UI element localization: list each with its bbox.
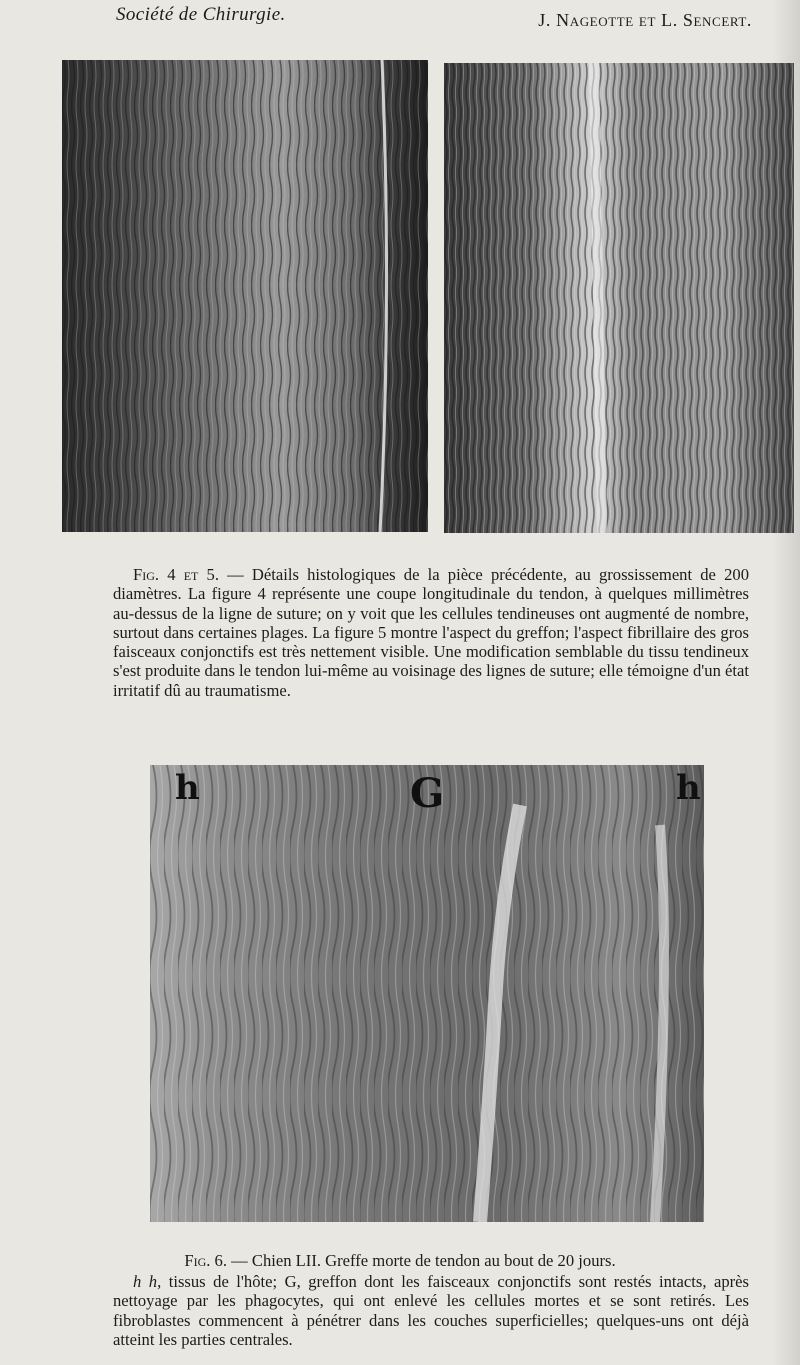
figure-6-label-h-left: h	[175, 768, 200, 808]
figure-6-caption-body-text: tissus de l'hôte; G, greffon dont les faisceaux conjonctifs sont restés intacts, après nettoyage par les phagocytes, qui ont enlevé les cellules mortes et se sont retirés. Les fibroblastes commencent à pénétrer dans les couches superficielles; quelques-uns ont déjà atteint les parties centrales.	[113, 1272, 749, 1349]
figure-6-caption-prefix: Fig. 6.	[184, 1251, 227, 1270]
figure-4-5-caption	[113, 565, 749, 700]
figure-6-micrograph	[150, 765, 704, 1222]
figure-5-micrograph	[444, 63, 794, 533]
figure-6-label-g: G	[410, 770, 445, 817]
figure-6-caption-title-text: — Chien LII. Greffe morte de tendon au bout de 20 jours.	[227, 1251, 616, 1270]
figure-6-caption-body	[113, 1272, 749, 1349]
figure-4-5-caption-prefix: Fig. 4 et 5.	[133, 565, 219, 584]
running-header-journal: Société de Chirurgie.	[116, 4, 286, 25]
figure-4-micrograph	[62, 60, 428, 532]
figure-4-5-caption-text: — Détails histologiques de la pièce précédente, au grossissement de 200 diamètres. La figure 4 représente une coupe longitudinale du tendon, à quelques millimètres au-dessus de la ligne de suture; on y voit que les cellules tendineuses ont augmenté de nombre, surtout dans certaines plages. La figure 5 montre l'aspect du greffon; l'aspect fibrillaire des gros faisceaux conjonctifs est très nettement visible. Une modification semblable du tissu tendineux s'est produite dans le tendon lui-même au voisinage des lignes de suture; elle témoigne d'un état irritatif dû au traumatisme.	[113, 565, 749, 700]
figure-6-caption-hh: h h,	[133, 1272, 162, 1291]
figure-6-label-h-right: h	[676, 768, 701, 808]
figure-6-caption-title	[0, 1251, 800, 1271]
running-header-authors: J. Nageotte et L. Sencert.	[538, 10, 752, 30]
